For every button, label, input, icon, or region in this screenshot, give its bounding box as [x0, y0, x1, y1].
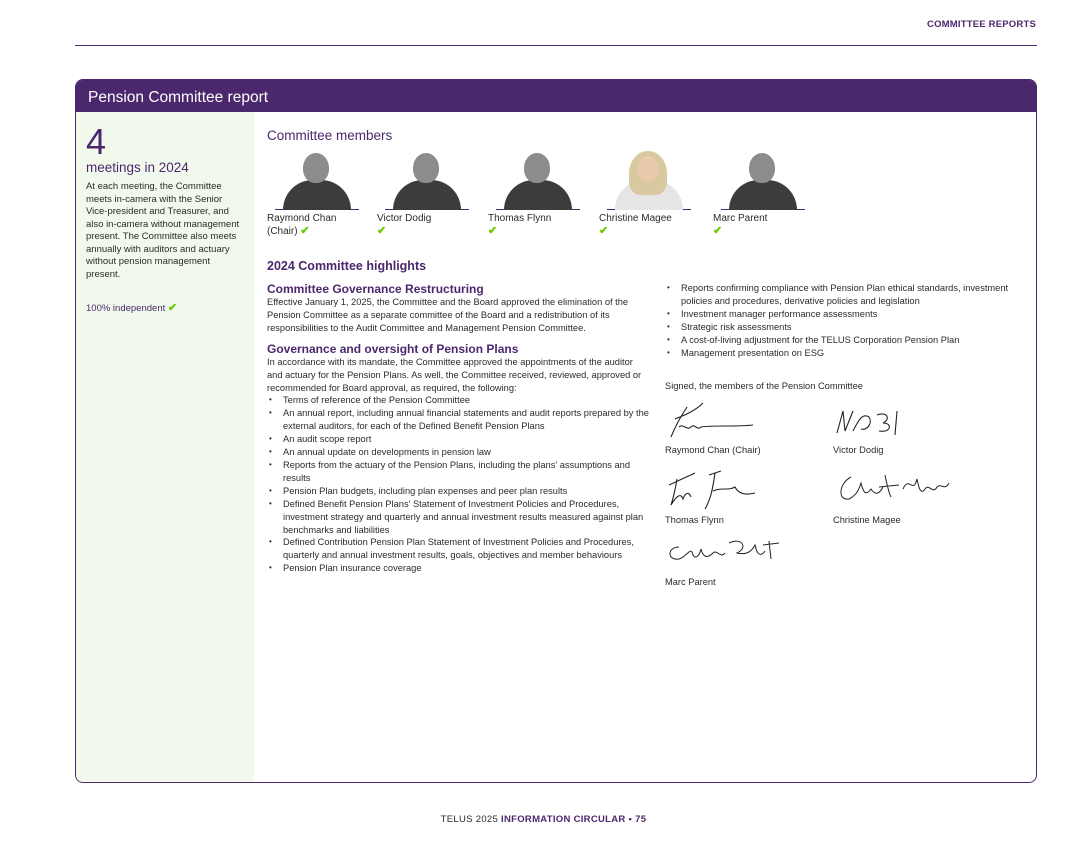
signature-name: Christine Magee	[833, 515, 901, 526]
list-item: • Investment manager performance assessments	[665, 308, 1027, 321]
section-label: COMMITTEE REPORTS	[927, 19, 1036, 30]
signature-image	[833, 465, 953, 515]
signatures-block	[665, 391, 1027, 621]
footer-separator: •	[628, 814, 633, 825]
pension-committee-card	[75, 79, 1037, 783]
members-heading: Committee members	[267, 128, 393, 143]
highlights-right-column	[665, 282, 1027, 621]
signature-name: Victor Dodig	[833, 445, 884, 456]
additional-items-list	[665, 282, 1027, 359]
signature-name: Raymond Chan (Chair)	[665, 445, 761, 456]
portrait-image	[385, 150, 469, 210]
list-item: • Defined Contribution Pension Plan Statement of Investment Policies and Procedures, quarterly and annual investment results, goals, objectives and member behaviours	[267, 536, 650, 562]
highlights-heading: 2024 Committee highlights	[267, 259, 427, 273]
member-role: (Chair)	[267, 226, 298, 237]
signature-image	[665, 465, 765, 515]
footer-prefix: TELUS 2025	[440, 814, 499, 825]
member-name: Victor Dodig	[377, 213, 432, 224]
list-item: • Pension Plan insurance coverage	[267, 562, 650, 575]
member-christine-magee	[599, 150, 709, 238]
main-content	[267, 112, 1036, 782]
stats-sidebar	[76, 112, 254, 782]
member-name: Marc Parent	[713, 213, 768, 224]
signature-image	[665, 397, 765, 445]
signature-name: Marc Parent	[665, 577, 716, 588]
list-item: • An audit scope report	[267, 433, 650, 446]
check-icon: ✔	[599, 225, 609, 237]
list-item: • Strategic risk assessments	[665, 321, 1027, 334]
member-marc-parent	[713, 150, 823, 238]
member-thomas-flynn	[488, 150, 598, 238]
portrait-image	[721, 150, 805, 210]
member-name: Thomas Flynn	[488, 213, 552, 224]
member-raymond-chan	[267, 150, 377, 238]
signature-image	[833, 397, 933, 445]
signature-thomas-flynn	[665, 465, 815, 525]
list-item: • An annual report, including annual financial statements and audit reports prepared by the external auditors, for each of the Defined Benefit Pension Plans	[267, 407, 650, 433]
card-title: Pension Committee report	[76, 80, 1036, 112]
member-name: Christine Magee	[599, 213, 672, 224]
portrait-image	[496, 150, 580, 210]
list-item: • Defined Benefit Pension Plans' Statement of Investment Policies and Procedures, investment strategy and quarterly and annual investment results measured against plan benchmarks and liabilities	[267, 498, 650, 537]
highlights-left-column	[267, 282, 650, 575]
check-icon: ✔	[377, 225, 387, 237]
meetings-description: At each meeting, the Committee meets in-camera with the Senior Vice-president and Treasurer, and also in-camera without management present. The Committee also meets annually with auditors and actuary without pension management present.	[86, 181, 240, 280]
header-divider	[75, 45, 1037, 46]
signature-victor-dodig	[833, 397, 983, 455]
independence-stat	[86, 301, 244, 314]
restructuring-text: Effective January 1, 2025, the Committee and the Board approved the elimination of the Pension Committee as a separate committee of the Board and a redistribution of its responsibilities to the Audit Committee and Management Pension Committee.	[267, 297, 629, 333]
list-item: • An annual update on developments in pension law	[267, 446, 650, 459]
signatures-intro: Signed, the members of the Pension Committee	[665, 381, 863, 392]
check-icon: ✔	[488, 225, 498, 237]
oversight-heading: Governance and oversight of Pension Plans	[267, 341, 519, 356]
restructuring-heading: Committee Governance Restructuring	[267, 282, 484, 296]
list-item: • A cost-of-living adjustment for the TELUS Corporation Pension Plan	[665, 334, 1027, 347]
independence-label: 100% independent	[86, 303, 166, 314]
signature-raymond-chan	[665, 397, 815, 455]
signature-christine-magee	[833, 465, 983, 525]
oversight-list	[267, 394, 650, 575]
page-number: 75	[635, 814, 647, 825]
list-item: • Pension Plan budgets, including plan expenses and peer plan results	[267, 485, 650, 498]
check-icon: ✔	[167, 302, 178, 314]
page-footer	[0, 814, 1087, 825]
portrait-image	[607, 150, 691, 210]
list-item: • Terms of reference of the Pension Committee	[267, 394, 650, 407]
meetings-label: meetings in 2024	[86, 160, 189, 175]
meetings-count: 4	[86, 121, 107, 162]
signature-image	[665, 531, 785, 577]
portrait-image	[275, 150, 359, 210]
check-icon: ✔	[713, 225, 723, 237]
member-name: Raymond Chan	[267, 213, 337, 224]
footer-document-title: INFORMATION CIRCULAR	[501, 814, 626, 825]
signature-name: Thomas Flynn	[665, 515, 724, 526]
list-item: • Reports confirming compliance with Pension Plan ethical standards, investment policies and procedures, derivative policies and legislation	[665, 282, 1027, 308]
list-item: • Management presentation on ESG	[665, 347, 1027, 360]
list-item: • Reports from the actuary of the Pension Plans, including the plans' assumptions and results	[267, 459, 650, 485]
signature-marc-parent	[665, 531, 815, 587]
check-icon: ✔	[300, 225, 310, 237]
oversight-text: In accordance with its mandate, the Committee approved the appointments of the auditor and actuary for the Pension Plans. As well, the Committee received, reviewed, approved or recommended for Board approval, as required, the following:	[267, 356, 642, 393]
member-victor-dodig	[377, 150, 487, 238]
